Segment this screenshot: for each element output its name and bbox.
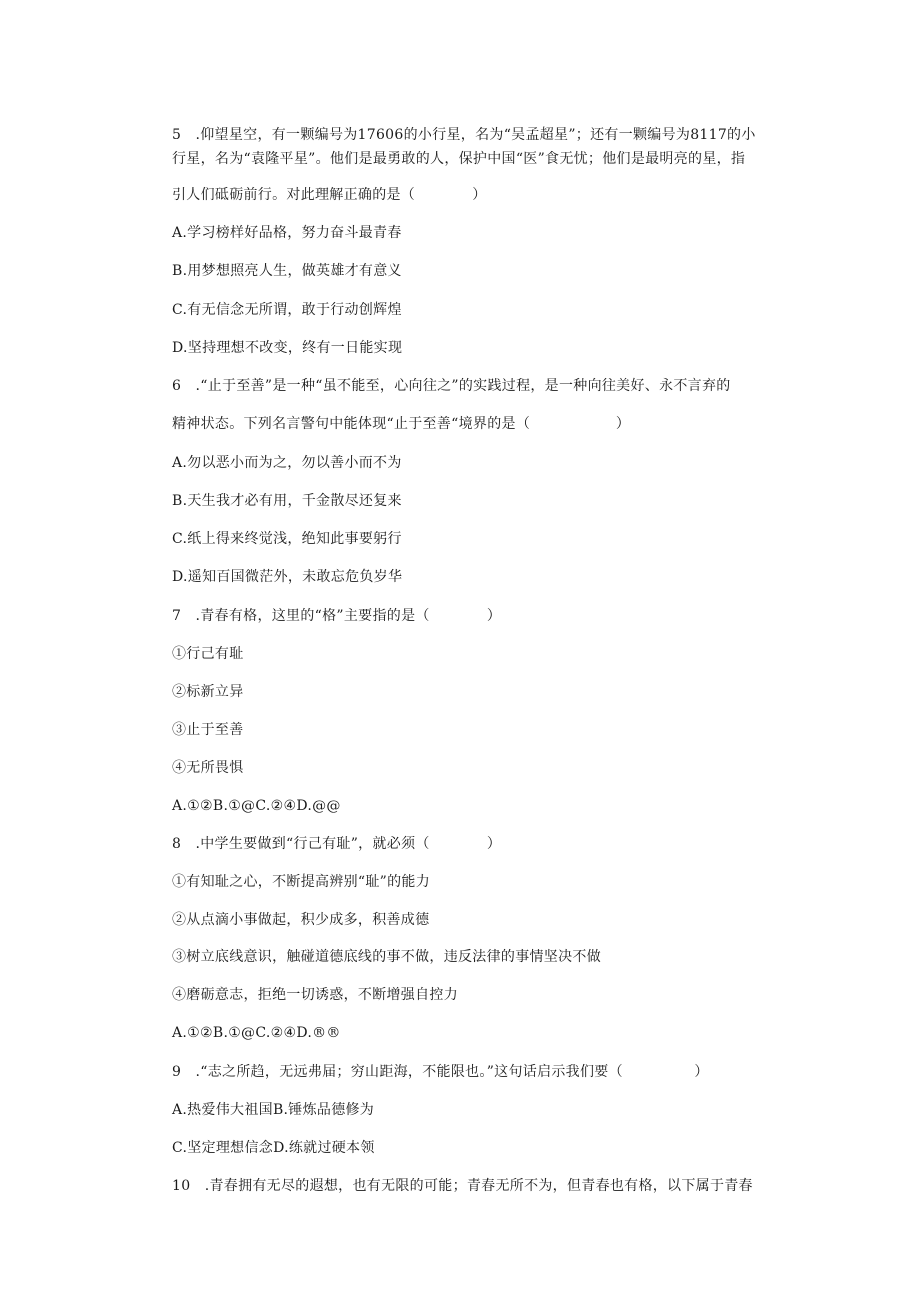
q8-stem-line-1: 8 .中学生要做到“行己有耻”，就必须（ ） xyxy=(172,836,502,852)
q5-option-d: D.坚持理想不改变，终有一日能实现 xyxy=(172,340,403,356)
q5-stem-line-2: 行星，名为“袁隆平星”。他们是最勇敢的人，保护中国“医”食无忧；他们是最明亮的星，指 xyxy=(172,151,746,167)
q7-item-3: ③止于至善 xyxy=(172,722,244,738)
q8-item-2: ②从点滴小事做起，积少成多，积善成德 xyxy=(172,912,430,928)
q8-item-1: ①有知耻之心，不断提高辨别“耻”的能力 xyxy=(172,874,431,890)
q9-options-line-1: A.热爱伟大祖国B.锤炼品德修为 xyxy=(172,1102,375,1118)
q6-stem-line-2: 精神状态。下列名言警句中能体现“止于至善“境界的是（ ） xyxy=(172,416,631,432)
q6-option-b: B.天生我才必有用，千金散尽还复来 xyxy=(172,493,402,509)
q6-option-a: A.勿以恶小而为之，勿以善小而不为 xyxy=(172,455,402,471)
q9-options-line-2: C.坚定理想信念D.练就过硬本领 xyxy=(172,1140,375,1156)
q6-option-d: D.遥知百国微茫外，未敢忘危负岁华 xyxy=(172,569,403,585)
q8-item-3: ③树立底线意识，触碰道德底线的事不做，违反法律的事情坚决不做 xyxy=(172,949,601,965)
q8-options: A.①②B.①@C.②④D.®® xyxy=(172,1025,341,1041)
q5-stem-line-1: 5 .仰望星空，有一颗编号为17606的小行星，名为“吴孟超星”；还有一颗编号为8117的小 xyxy=(172,127,756,143)
q7-item-1: ①行己有耻 xyxy=(172,646,244,662)
q6-option-c: C.纸上得来终觉浅，绝知此事要躬行 xyxy=(172,531,402,547)
q7-stem-line-1: 7 .青春有格，这里的“格”主要指的是（ ） xyxy=(172,608,502,624)
q5-option-c: C.有无信念无所谓，敢于行动创辉煌 xyxy=(172,302,402,318)
q8-item-4: ④磨砺意志，拒绝一切诱惑，不断增强自控力 xyxy=(172,987,458,1003)
q6-stem-line-1: 6 .“止于至善”是一种“虽不能至，心向往之”的实践过程，是一种向往美好、永不言弃的 xyxy=(172,378,731,394)
q5-option-b: B.用梦想照亮人生，做英雄才有意义 xyxy=(172,263,402,279)
q7-item-2: ②标新立异 xyxy=(172,684,244,700)
q7-item-4: ④无所畏惧 xyxy=(172,760,244,776)
q7-options: A.①②B.①@C.②④D.@@ xyxy=(172,798,341,814)
q10-stem-line-1: 10 .青春拥有无尽的遐想，也有无限的可能；青春无所不为，但青春也有格，以下属于青春 xyxy=(172,1178,753,1194)
q5-option-a: A.学习榜样好品格，努力奋斗最青春 xyxy=(172,225,402,241)
q9-stem-line-1: 9 .“志之所趋，无远弗届；穷山距海，不能限也。”这句话启示我们要（ ） xyxy=(172,1064,709,1080)
q5-stem-line-3: 引人们砥砺前行。对此理解正确的是（ ） xyxy=(172,187,487,203)
